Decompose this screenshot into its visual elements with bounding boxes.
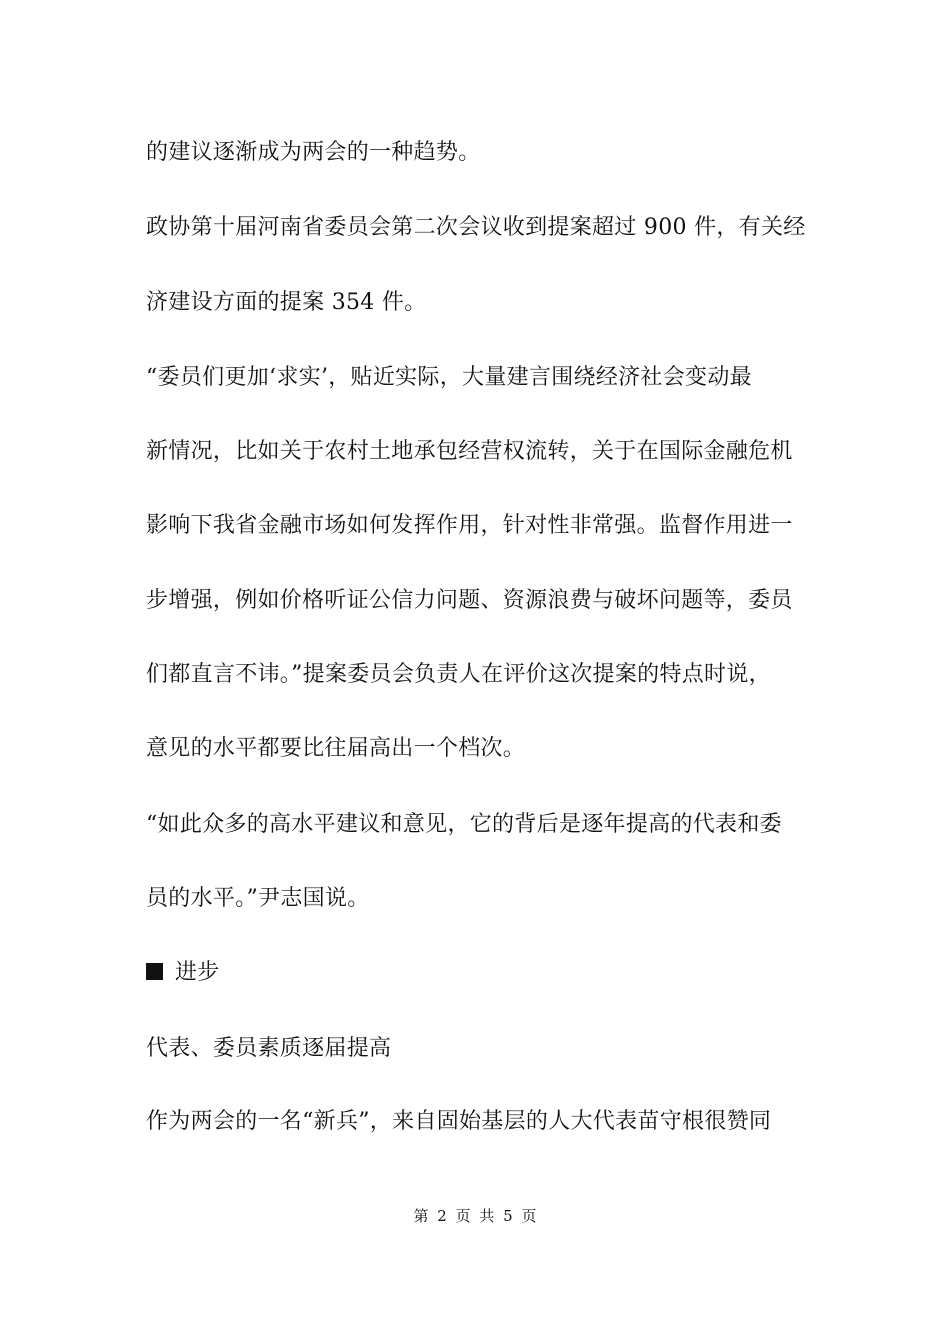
text-line: 们都直言不讳。”提案委员会负责人在评价这次提案的特点时说， <box>146 662 771 687</box>
black-square-icon <box>146 963 163 980</box>
text-line: 新情况，比如关于农村土地承包经营权流转，关于在国际金融危机 <box>146 439 793 464</box>
subheading: 代表、委员素质逐届提高 <box>146 1036 392 1061</box>
text-line: 影响下我省金融市场如何发挥作用，针对性非常强。监督作用进一 <box>146 513 793 538</box>
text-line: 作为两会的一名“新兵”，来自固始基层的人大代表苗守根很赞同 <box>146 1109 772 1134</box>
text-line: 意见的水平都要比往届高出一个档次。 <box>146 736 526 761</box>
text-line: 员的水平。”尹志国说。 <box>146 886 370 911</box>
text-line: 济建设方面的提案 354 件。 <box>146 290 427 315</box>
text-line: 步增强，例如价格听证公信力问题、资源浪费与破坏问题等，委员 <box>146 588 793 613</box>
section-heading <box>146 958 826 988</box>
section-heading-label: 进步 <box>175 960 220 985</box>
text-line: 的建议逐渐成为两会的一种趋势。 <box>146 140 481 165</box>
page-number: 第 2 页 共 5 页 <box>413 1207 537 1225</box>
text-line: 政协第十届河南省委员会第二次会议收到提案超过 900 件，有关经 <box>146 215 806 240</box>
text-line: “委员们更加‘求实’，贴近实际，大量建言围绕经济社会变动最 <box>146 365 752 390</box>
text-line: “如此众多的高水平建议和意见，它的背后是逐年提高的代表和委 <box>146 812 782 837</box>
